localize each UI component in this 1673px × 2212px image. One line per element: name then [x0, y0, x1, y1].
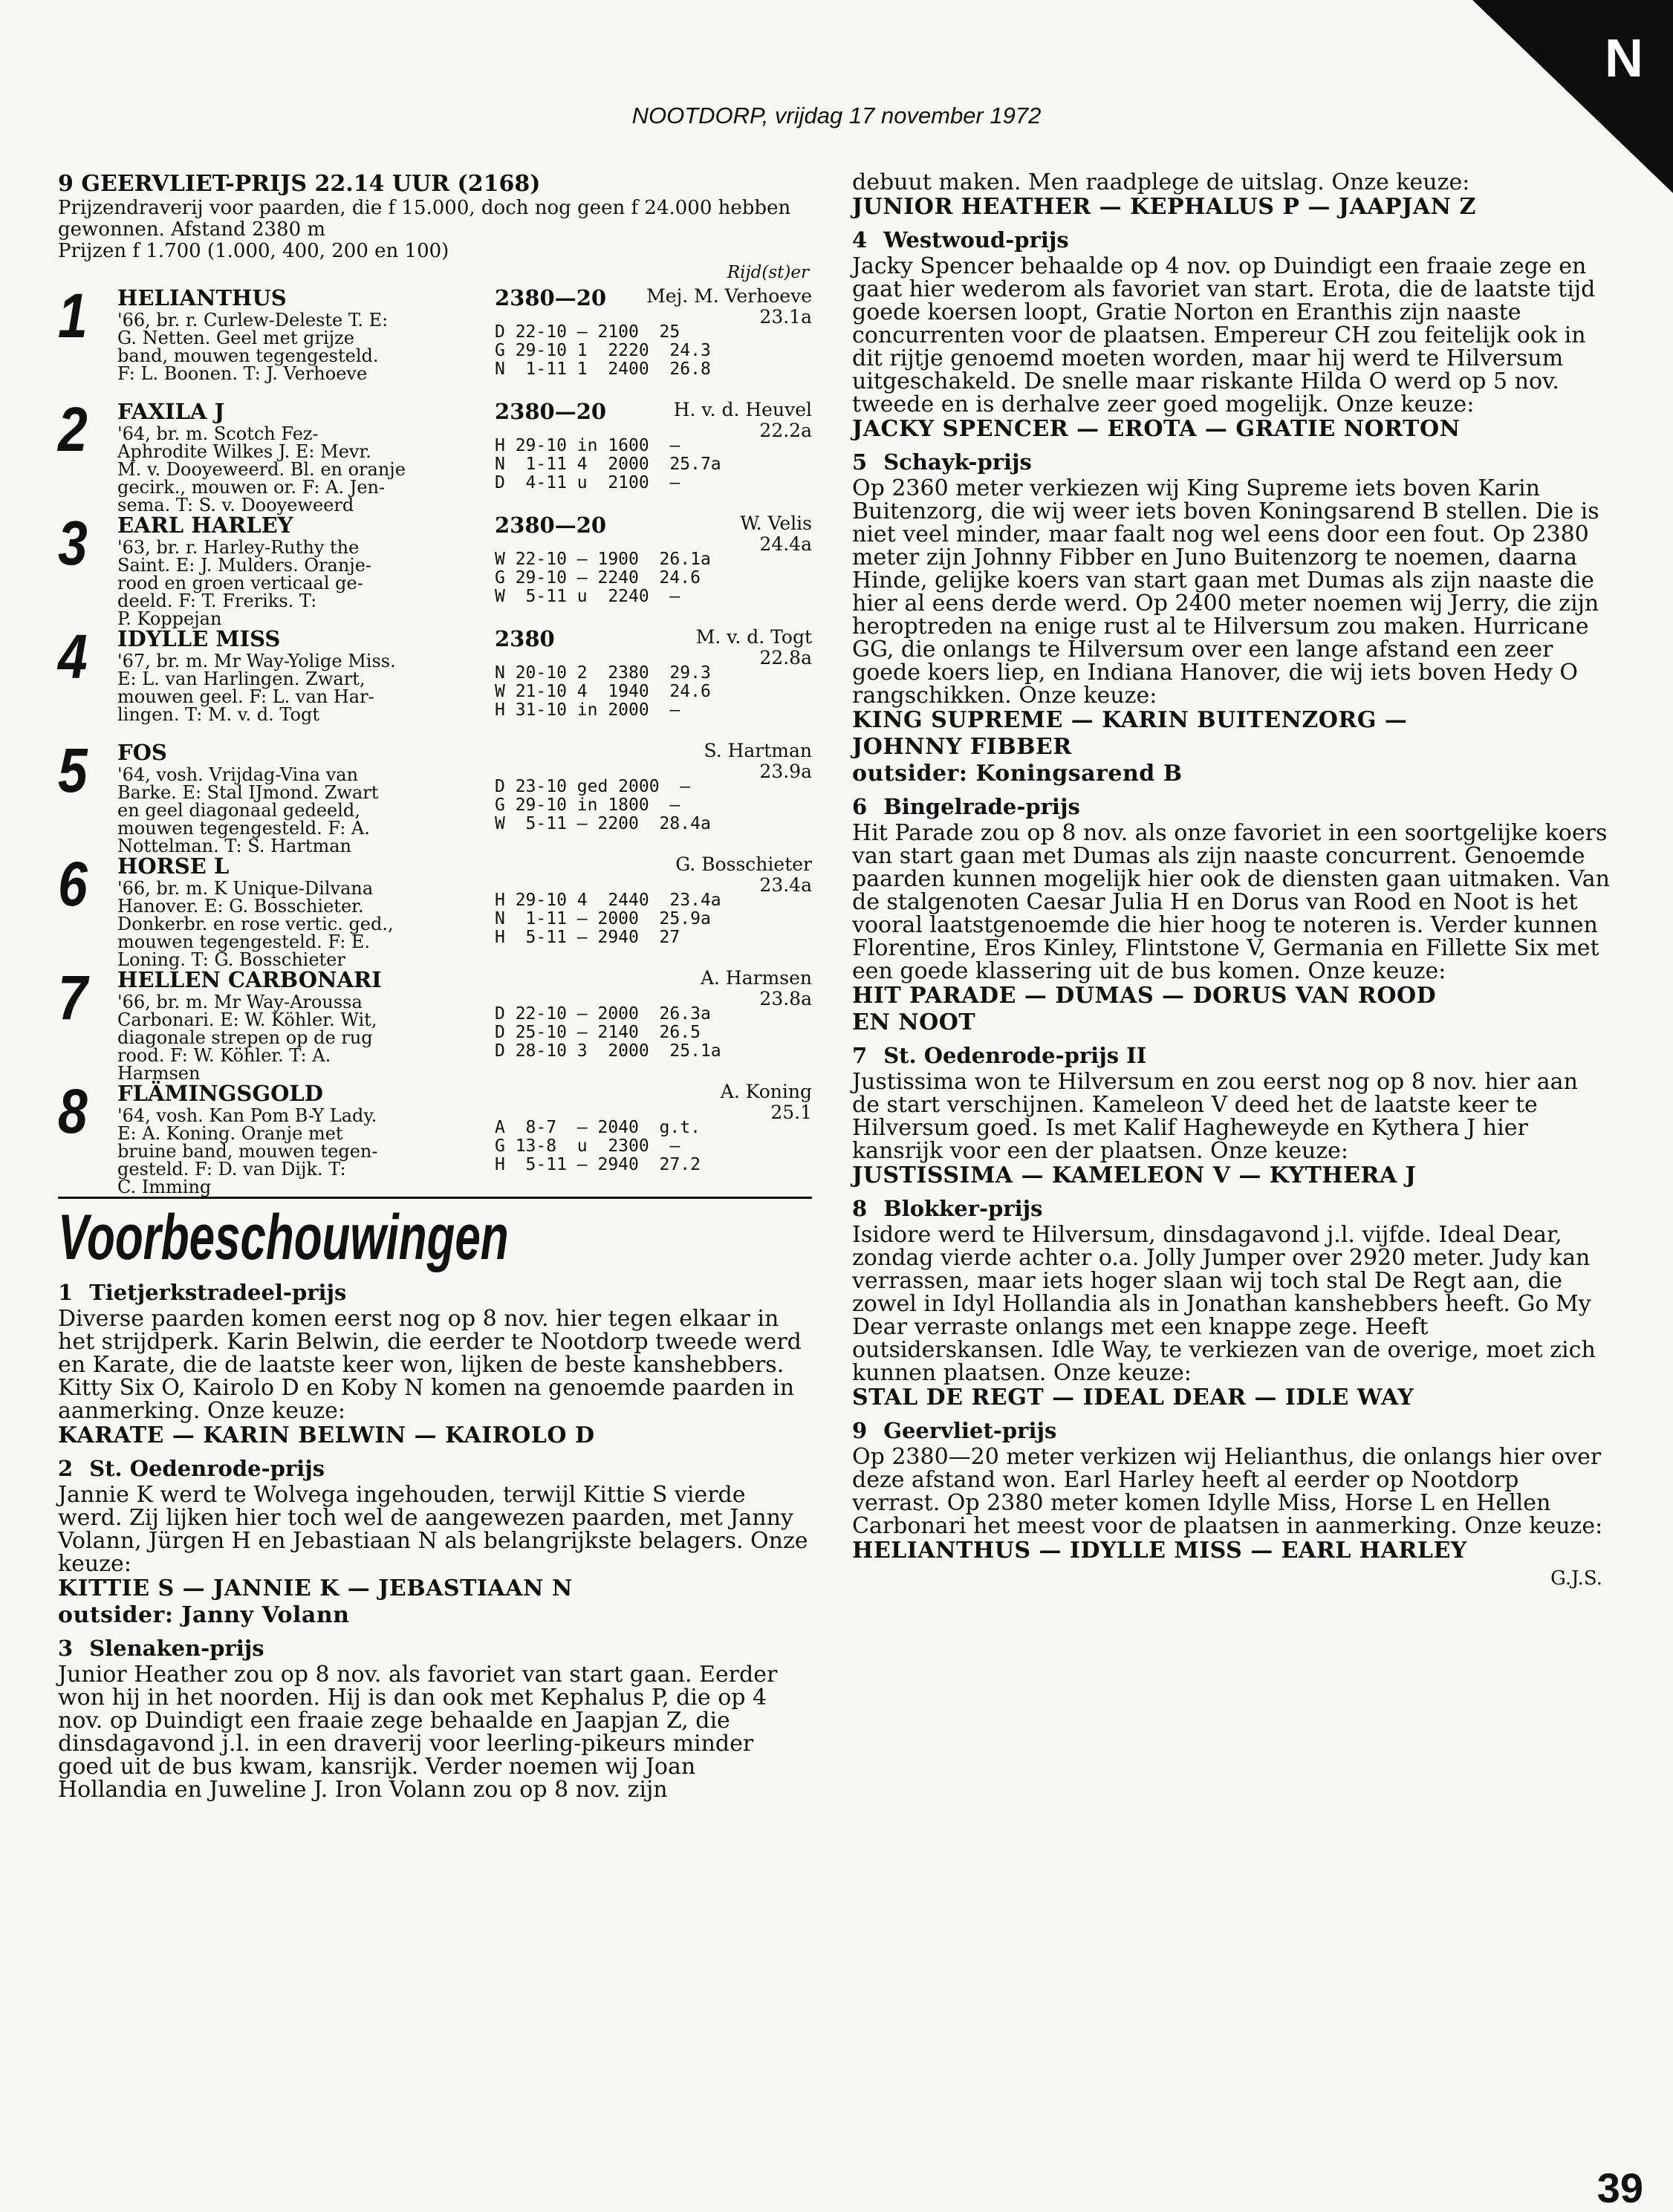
preview-pick: JACKY SPENCER — EROTA — GRATIE NORTON	[852, 416, 1461, 442]
rider-name: G. Bosschieter 23.4a	[675, 853, 812, 896]
section-title: Voorbeschouwingen	[58, 1202, 509, 1273]
race-title: 9 GEERVLIET-PRIJS 22.14 UUR (2168)	[58, 171, 541, 197]
entry-distance: 2380—20	[495, 399, 607, 424]
horse-entry	[58, 394, 812, 515]
horse-details: '67, br. m. Mr Way-Yolige Miss. E: L. van Harlingen. Zwart, mouwen geel. F: L. van Har- lingen. T: M. v. d. Togt	[117, 651, 396, 725]
preview-name: Schayk-prijs	[883, 449, 1032, 475]
preview-pick: HIT PARADE — DUMAS — DORUS VAN ROOD EN NOOT	[852, 983, 1437, 1035]
preview-section	[852, 1041, 1610, 1189]
preview-section	[852, 792, 1610, 1036]
preview-title	[852, 792, 1610, 822]
rider-name: S. Hartman 23.9a	[704, 740, 812, 782]
horse-details: '66, br. m. Mr Way-Aroussa Carbonari. E: W. Köhler. Wit, diagonale strepen op de rug rood. F: W. Köhler. T: A. Harmsen	[117, 992, 377, 1084]
preview-text: Junior Heather zou op 8 nov. als favoriet van start gaan. Eerder won hij in het noorden. Hij is dan ook met Kephalus P, die op 4 nov. op Duindigt een fraaie zege behaalde en Jaapjan Z, die dinsdagavond j.l. in een draverij voor leerling-pikeurs minder goed uit de bus kwam, kansrijk. Verder noemen wij Joan Hollandia en Juweline J. Iron Volann zou op 8 nov. zijn	[58, 1662, 778, 1803]
preview-title	[58, 1454, 812, 1483]
recent-results: D 23-10 ged 2000 — G 29-10 in 1800 — W 5-11 — 2200 28.4a	[495, 777, 711, 833]
preview-text: Isidore werd te Hilversum, dinsdagavond j.l. vijfde. Ideal Dear, zondag vierde achter o.a. Jolly Jumper over 2920 meter. Judy kan verrassen, maar iets hoger slaan wij toch stal De Regt aan, die zowel in Idyl Hollandia als in Jonathan kanshebbers heeft. Go My Dear verraste onlangs met een knappe zege. Heeft outsiderskansen. Idle Way, te verkiezen van de overige, moet zich kunnen plaatsen. Onze keuze:	[852, 1222, 1596, 1386]
rider-name: W. Velis 24.4a	[740, 513, 812, 555]
horse-name: FLÄMINGSGOLD	[117, 1081, 323, 1106]
horse-entry	[58, 283, 812, 397]
rider-name: Mej. M. Verhoeve 23.1a	[646, 285, 812, 328]
horse-entry	[58, 849, 812, 970]
entry-distance: 2380	[495, 626, 555, 651]
entry-list	[58, 281, 812, 1197]
preview-title	[852, 225, 1610, 255]
preview-name: Geervliet-prijs	[883, 1418, 1057, 1443]
rider-name: A. Harmsen 23.8a	[700, 967, 812, 1009]
horse-details: '64, vosh. Kan Pom B-Y Lady. E: A. Koning. Oranje met bruine band, mouwen tegen- gesteld. F: D. van Dijk. T: C. Imming	[117, 1105, 378, 1197]
horse-details: '64, br. m. Scotch Fez- Aphrodite Wilkes J. E: Mevr. M. v. Dooyeweerd. Bl. en oranje gecirk., mouwen or. F: A. Jen- sema. T: S. v. Dooyeweerd	[117, 423, 406, 515]
entry-number: 8	[58, 1076, 88, 1146]
entry-number: 1	[58, 281, 88, 351]
dateline: NOOTDORP, vrijdag 17 november 1972	[631, 103, 1042, 129]
horse-entry	[58, 963, 812, 1084]
preview-number: 3	[58, 1636, 74, 1661]
preview-name: St. Oedenrode-prijs	[89, 1456, 325, 1481]
preview-text: Jacky Spencer behaalde op 4 nov. op Duindigt een fraaie zege en gaat hier wederom als favoriet van start. Erota, die de laatste tijd goede koersen loopt, Gratie Norton en Eranthis zijn naaste concurrenten voor de plaatsen. Empereur CH zou feitelijk ook in dit rijtje genoemd moeten worden, maar hij werd te Hilversum uitgeschakeld. De snelle maar riskante Hilda O werd op 5 nov. tweede en is derhalve zeer goed mogelijk. Onze keuze:	[852, 253, 1596, 417]
preview-title	[58, 1633, 812, 1663]
entry-number: 2	[58, 394, 88, 464]
recent-results: A 8-7 — 2040 g.t. G 13-8 u 2300 — H 5-11 — 2940 27.2	[495, 1118, 701, 1174]
preview-number: 9	[852, 1418, 868, 1443]
horse-name: HORSE L	[117, 853, 230, 879]
entry-number: 3	[58, 508, 88, 578]
horse-name: HELIANTHUS	[117, 285, 287, 310]
preview-name: Bingelrade-prijs	[883, 794, 1080, 819]
horse-name: FOS	[117, 740, 167, 765]
preview-number: 1	[58, 1280, 74, 1305]
entry-number: 6	[58, 849, 88, 919]
horse-entry	[58, 624, 812, 738]
preview-pick: KITTIE S — JANNIE K — JEBASTIAAN N outsider: Janny Volann	[58, 1575, 573, 1628]
preview-text: Op 2360 meter verkiezen wij King Supreme iets boven Karin Buitenzorg, die wij weer iets boven Koningsarend B stellen. Die is niet veel minder, maar faalt nog wel eens door een fout. Op 2380 meter zijn Johnny Fibber en Juno Buitenzorg te noemen, daarna Hinde, gelijke koers van start gaan met Dumas als zijn naaste die hier al eens derde werd. Op 2400 meter noemen wij Jerry, die zijn heroptreden na enige rust al te Hilversum zou maken. Hurricane GG, die onlangs te Hilversum over een lange afstand een zeer goede koers liep, en Indiana Hanover, die wij iets boven Hedy O rangschikken. Onze keuze:	[852, 475, 1599, 709]
preview-number: 7	[852, 1043, 868, 1068]
preview-number: 4	[852, 227, 868, 253]
preview-title	[852, 1416, 1610, 1445]
rider-name: M. v. d. Togt 22.8a	[695, 626, 812, 669]
recent-results: D 22-10 — 2100 25 G 29-10 1 2220 24.3 N 1-11 1 2400 26.8	[495, 322, 711, 379]
preview-name: Tietjerkstradeel-prijs	[89, 1280, 347, 1305]
horse-details: '66, br. r. Curlew-Deleste T. E: G. Netten. Geel met grijze band, mouwen tegengesteld. F: L. Boonen. T: J. Verhoeve	[117, 310, 389, 384]
recent-results: N 20-10 2 2380 29.3 W 21-10 4 1940 24.6 H 31-10 in 2000 —	[495, 663, 711, 720]
preview-section	[852, 1194, 1610, 1411]
horse-name: FAXILA J	[117, 399, 225, 424]
preview-text: Hit Parade zou op 8 nov. als onze favoriet in een soortgelijke koers van start gaan met Dumas als zijn naaste concurrent. Genoemde paarden kunnen mogelijk hier ook de diensten gaan uitmaken. Van de stalgenoten Caesar Julia H en Dorus van Rood en Noot is het vooral laatstgenoemde die hier hoog te noteren is. Verder kunnen Florentine, Eros Kinley, Flintstone V, Germania en Fillette Six met een goede klassering uit de bus komen. Onze keuze:	[852, 820, 1610, 984]
right-column	[852, 171, 1610, 1590]
horse-name: HELLEN CARBONARI	[117, 967, 382, 992]
preview-section	[58, 1633, 812, 1801]
recent-results: D 22-10 — 2000 26.3a D 25-10 — 2140 26.5 D 28-10 3 2000 25.1a	[495, 1004, 721, 1061]
preview-section	[58, 1278, 812, 1449]
horse-entry	[58, 735, 812, 856]
preview-pick: KARATE — KARIN BELWIN — KAIROLO D	[58, 1422, 595, 1448]
preview-name: Westwoud-prijs	[883, 227, 1069, 253]
entry-distance: 2380—20	[495, 285, 607, 310]
recent-results: W 22-10 — 1900 26.1a G 29-10 — 2240 24.6 W 5-11 u 2240 —	[495, 550, 711, 606]
rider-name: A. Koning 25.1	[720, 1081, 812, 1123]
preview-name: St. Oedenrode-prijs II	[883, 1043, 1147, 1068]
preview-number: 2	[58, 1456, 74, 1481]
preview-name: Blokker-prijs	[883, 1196, 1043, 1221]
preview-pick: JUNIOR HEATHER — KEPHALUS P — JAAPJAN Z	[852, 194, 1476, 220]
preview-pick: KING SUPREME — KARIN BUITENZORG — JOHNNY FIBBER outsider: Koningsarend B	[852, 707, 1408, 787]
entry-number: 5	[58, 735, 88, 805]
preview-text: Jannie K werd te Wolvega ingehouden, terwijl Kittie S vierde werd. Zij lijken hier toch wel de aangewezen paarden, met Janny Volann, Jürgen H en Jebastiaan N als belangrijkste belagers. Onze keuze:	[58, 1482, 808, 1577]
preview-title	[58, 1278, 812, 1307]
horse-name: EARL HARLEY	[117, 513, 293, 538]
preview-title	[852, 1194, 1610, 1223]
preview-pick: JUSTISSIMA — KAMELEON V — KYTHERA J	[852, 1162, 1417, 1188]
preview-number: 8	[852, 1196, 868, 1221]
race-prizes: Prijzen f 1.700 (1.000, 400, 200 en 100)	[58, 240, 449, 262]
preview-number: 6	[852, 794, 868, 819]
preview-section	[852, 447, 1610, 787]
horse-entry	[58, 508, 812, 629]
preview-number: 5	[852, 449, 868, 475]
preview-title	[852, 447, 1610, 477]
horse-details: '64, vosh. Vrijdag-Vina van Barke. E: Stal IJmond. Zwart en geel diagonaal gedeeld, mouwen tegengesteld. F: A. Nottelman. T: S. Hartman	[117, 764, 379, 856]
preview-section	[852, 225, 1610, 443]
preview-text: debuut maken. Men raadplege de uitslag. Onze keuze:	[852, 169, 1470, 195]
entry-number: 7	[58, 963, 88, 1032]
preview-name: Slenaken-prijs	[89, 1636, 264, 1661]
signature: G.J.S.	[1550, 1567, 1602, 1590]
page-number: 39	[1596, 2164, 1643, 2211]
left-column	[58, 171, 812, 1801]
preview-section	[58, 1454, 812, 1629]
horse-details: '63, br. r. Harley-Ruthy the Saint. E: J. Mulders. Oranje- rood en groen verticaal ge- deeld. F: T. Freriks. T: P. Koppejan	[117, 537, 372, 629]
preview-pick: HELIANTHUS — IDYLLE MISS — EARL HARLEY	[852, 1538, 1467, 1564]
previews-left	[58, 1278, 812, 1801]
preview-section	[852, 171, 1610, 221]
entry-distance: 2380—20	[495, 513, 607, 538]
preview-pick: STAL DE REGT — IDEAL DEAR — IDLE WAY	[852, 1385, 1414, 1411]
horse-entry	[58, 1076, 812, 1197]
corner-letter: N	[1605, 29, 1643, 88]
preview-title	[852, 1041, 1610, 1070]
recent-results: H 29-10 4 2440 23.4a N 1-11 — 2000 25.9a H 5-11 — 2940 27	[495, 891, 721, 947]
preview-text: Op 2380—20 meter verkizen wij Helianthus, die onlangs hier over deze afstand won. Earl Harley heeft al eerder op Nootdorp verrast. Op 2380 meter komen Idylle Miss, Horse L en Hellen Carbonari het meest voor de plaatsen in aanmerking. Onze keuze:	[852, 1444, 1603, 1539]
horse-name: IDYLLE MISS	[117, 626, 281, 651]
rider-name: H. v. d. Heuvel 22.2a	[673, 399, 812, 441]
preview-text: Justissima won te Hilversum en zou eerst nog op 8 nov. hier aan de start verschijnen. Kameleon V deed het de laatste keer te Hilversum goed. Is met Kalif Hagheweyde en Kythera J hier kansrijk voor een der plaatsen. Onze keuze:	[852, 1069, 1578, 1164]
preview-section	[852, 1416, 1610, 1564]
horse-details: '66, br. m. K Unique-Dilvana Hanover. E: G. Bosschieter. Donkerbr. en rose vertic. ged., mouwen tegengesteld. F: E. Loning. T: G. Bosschieter	[117, 878, 394, 970]
entry-number: 4	[58, 622, 88, 692]
recent-results: H 29-10 in 1600 — N 1-11 4 2000 25.7a D 4-11 u 2100 —	[495, 436, 721, 492]
rider-header: Rijd(st)er	[727, 263, 809, 282]
race-description: Prijzendraverij voor paarden, die f 15.000, doch nog geen f 24.000 hebben gewonnen. Afstand 2380 m	[58, 197, 791, 241]
preview-text: Diverse paarden komen eerst nog op 8 nov. hier tegen elkaar in het strijdperk. Karin Belwin, die eerder te Nootdorp tweede werd en Karate, die de laatste keer won, lijken de beste kanshebbers. Kitty Six O, Kairolo D en Koby N komen na genoemde paarden in aanmerking. Onze keuze:	[58, 1306, 802, 1424]
previews-right	[852, 171, 1610, 1564]
